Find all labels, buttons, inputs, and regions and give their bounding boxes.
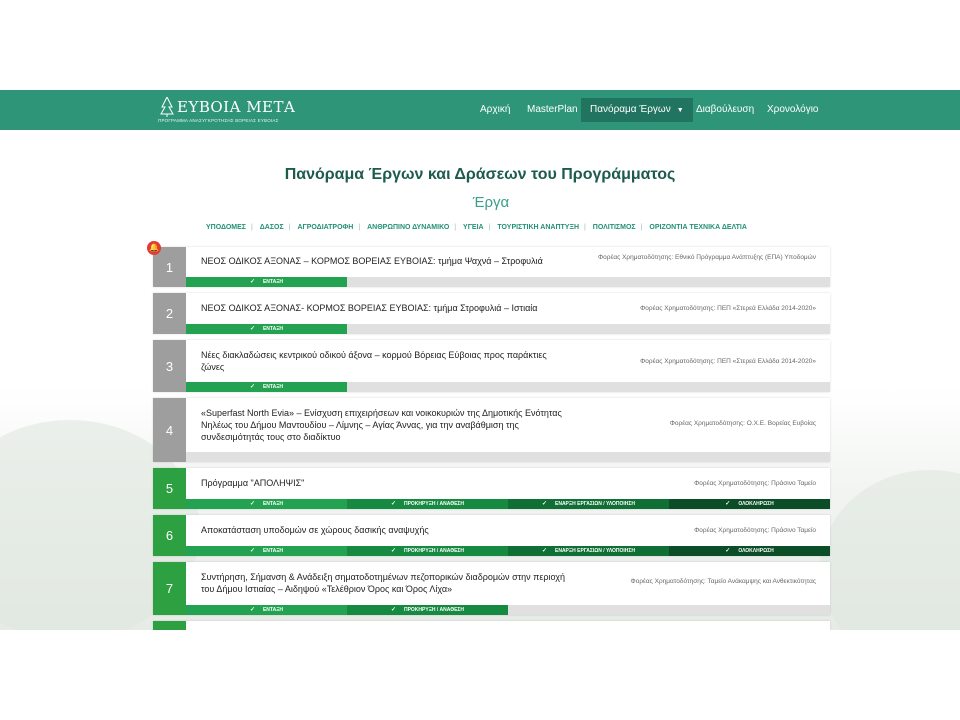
progress-bar: [186, 452, 830, 462]
funding-source: Φορέας Χρηματοδότησης: ΠΕΠ «Στερεά Ελλάδα 2014-2020»: [640, 305, 816, 312]
stage-completion: [669, 546, 830, 556]
project-number: 4: [153, 398, 186, 462]
nav-item-masterplan[interactable]: MasterPlan: [527, 104, 578, 115]
progress-bar: [186, 277, 830, 287]
project-number: 1: [153, 247, 186, 287]
category-filter-bar: [206, 224, 780, 231]
project-row[interactable]: [153, 562, 830, 615]
category-link[interactable]: ΥΓΕΙΑ: [463, 224, 484, 231]
check-icon: ✓: [249, 548, 255, 554]
project-row[interactable]: [153, 468, 830, 509]
nav-item-projects-panorama[interactable]: [581, 98, 693, 122]
check-icon: ✓: [390, 548, 396, 554]
stage-inclusion: [186, 382, 347, 392]
stage-inclusion: [186, 277, 347, 287]
divider: |: [584, 224, 586, 231]
project-title[interactable]: Συντήρηση, Σήμανση & Ανάδειξη σηματοδοτημένων πεζοπορικών διαδρομών στην περιοχή του Δήμου Ιστιαίας – Αιδηψού «Τελέθριον Όρος και Όρος Λίχα»: [201, 572, 566, 594]
stage-label: ΕΝΤΑΞΗ: [262, 384, 284, 390]
stage-tender: [347, 546, 508, 556]
stage-inclusion: [186, 324, 347, 334]
check-icon: ✓: [249, 279, 255, 285]
category-link[interactable]: ΔΑΣΟΣ: [259, 224, 284, 231]
divider: |: [454, 224, 457, 231]
funding-source: Φορέας Χρηματοδότησης: Πράσινο Ταμείο: [694, 527, 816, 534]
funding-source: Φορέας Χρηματοδότησης: Πράσινο Ταμείο: [694, 480, 816, 487]
stage-label: ΟΛΟΚΛΗΡΩΣΗ: [738, 501, 774, 507]
nav-item-home[interactable]: Αρχική: [480, 104, 511, 115]
tree-icon: [160, 97, 174, 117]
category-link[interactable]: ΤΟΥΡΙΣΤΙΚΗ ΑΝΑΠΤΥΞΗ: [497, 224, 579, 231]
project-title[interactable]: Νέες διακλαδώσεις κεντρικού οδικού άξονα – κορμού Βόρειας Εύβοιας προς παράκτιες ζώνες: [201, 350, 547, 372]
divider: |: [250, 224, 253, 231]
stage-label: ΕΝΤΑΞΗ: [262, 279, 284, 285]
stage-tender: [347, 499, 508, 509]
stage-implementation: [508, 546, 669, 556]
chevron-down-icon: ▼: [676, 107, 684, 114]
check-icon: ✓: [249, 501, 255, 507]
check-icon: ✓: [541, 501, 547, 507]
project-number: 6: [153, 515, 186, 556]
logo-subtitle: ΠΡΟΓΡΑΜΜΑ ΑΝΑΣΥΓΚΡΟΤΗΣΗΣ ΒΟΡΕΙΑΣ ΕΥΒΟΙΑΣ: [158, 118, 279, 123]
project-number: 7: [153, 562, 186, 615]
project-number: [153, 621, 186, 630]
divider: |: [640, 224, 643, 231]
project-number: 5: [153, 468, 186, 509]
stage-label: ΕΝΤΑΞΗ: [262, 548, 284, 554]
project-row[interactable]: [149, 243, 830, 287]
check-icon: ✓: [725, 548, 731, 554]
check-icon: ✓: [249, 384, 255, 390]
stage-label: ΕΝΤΑΞΗ: [262, 607, 284, 613]
project-number: 2: [153, 293, 186, 334]
category-link[interactable]: ΥΠΟΔΟΜΕΣ: [206, 224, 246, 231]
divider: |: [488, 224, 491, 231]
project-row[interactable]: [153, 621, 830, 630]
funding-source: Φορέας Χρηματοδότησης: Ταμείο Ανάκαμψης και Ανθεκτικότητας: [630, 578, 816, 585]
stage-label: ΕΝΤΑΞΗ: [262, 501, 284, 507]
logo-text: ΕΥΒΟΙΑ ΜΕΤΑ: [177, 98, 296, 116]
project-title[interactable]: Αποκατάσταση υποδομών σε χώρους δασικής αναψυχής: [201, 525, 429, 535]
stage-label: ΕΝΑΡΞΗ ΕΡΓΑΣΙΩΝ / ΥΛΟΠΟΙΗΣΗ: [555, 501, 636, 507]
check-icon: ✓: [390, 501, 396, 507]
project-row[interactable]: [153, 293, 830, 334]
check-icon: ✓: [541, 548, 547, 554]
stage-tender: [347, 605, 508, 615]
category-link[interactable]: ΑΓΡΟΔΙΑΤΡΟΦΗ: [297, 224, 354, 231]
project-title[interactable]: ΝΕΟΣ ΟΔΙΚΟΣ ΑΞΟΝΑΣ – ΚΟΡΜΟΣ ΒΟΡΕΙΑΣ ΕΥΒΟΙΑΣ: τμήμα Ψαχνά – Στροφυλιά: [201, 256, 543, 266]
check-icon: ✓: [249, 326, 255, 332]
stage-label: ΕΝΤΑΞΗ: [262, 326, 284, 332]
category-link[interactable]: ΠΟΛΙΤΙΣΜΟΣ: [592, 224, 636, 231]
project-row[interactable]: [153, 398, 830, 462]
funding-source: Φορέας Χρηματοδότησης: Ο.Χ.Ε. Βορείας Ευβοίας: [669, 420, 816, 427]
project-row[interactable]: [153, 515, 830, 556]
page-subtitle: Έργα: [472, 194, 510, 211]
nav-item-timeline[interactable]: Χρονολόγιο: [767, 104, 819, 115]
nav-item-consultation[interactable]: Διαβούλευση: [696, 104, 755, 115]
site-logo[interactable]: [158, 96, 296, 124]
progress-bar: [186, 546, 830, 556]
project-title[interactable]: Πρόγραμμα "ΑΠΟΛΗΨΙΣ": [201, 478, 305, 488]
screenshot-area: [0, 90, 960, 630]
stage-completion: [669, 499, 830, 509]
project-row[interactable]: [153, 340, 830, 392]
nav-item-label: Πανόραμα Έργων: [590, 104, 671, 115]
project-title[interactable]: «Superfast North Evia» – Ενίσχυση επιχειρήσεων και νοικοκυριών της Δημοτικής Ενότητας Νηλέως του Δήμου Μαντουδίου – Λίμνης – Αγίας Άννας, για την αναβάθμιση της συνδεσιμότητάς τους στο διαδίκτυο: [201, 408, 562, 442]
stage-label: ΟΛΟΚΛΗΡΩΣΗ: [738, 548, 774, 554]
progress-bar: [186, 605, 830, 615]
stage-label: ΠΡΟΚΗΡΥΞΗ / ΑΝΑΘΕΣΗ: [403, 501, 465, 507]
check-icon: ✓: [249, 607, 255, 613]
top-navbar: [0, 90, 960, 130]
check-icon: ✓: [725, 501, 731, 507]
stage-inclusion: [186, 546, 347, 556]
category-link[interactable]: ΑΝΘΡΩΠΙΝΟ ΔΥΝΑΜΙΚΟ: [367, 224, 450, 231]
stage-inclusion: [186, 605, 347, 615]
divider: |: [358, 224, 361, 231]
divider: |: [288, 224, 291, 231]
progress-bar: [186, 499, 830, 509]
check-icon: ✓: [390, 607, 396, 613]
stage-label: ΕΝΑΡΞΗ ΕΡΓΑΣΙΩΝ / ΥΛΟΠΟΙΗΣΗ: [555, 548, 636, 554]
stage-implementation: [508, 499, 669, 509]
project-number: 3: [153, 340, 186, 392]
progress-bar: [186, 382, 830, 392]
category-link[interactable]: ΟΡΙΖΟΝΤΙΑ ΤΕΧΝΙΚΑ ΔΕΛΤΙΑ: [649, 224, 747, 231]
funding-source: Φορέας Χρηματοδότησης: ΠΕΠ «Στερεά Ελλάδα 2014-2020»: [640, 358, 816, 365]
stage-inclusion: [186, 499, 347, 509]
stage-label: ΠΡΟΚΗΡΥΞΗ / ΑΝΑΘΕΣΗ: [403, 607, 465, 613]
stage-label: ΠΡΟΚΗΡΥΞΗ / ΑΝΑΘΕΣΗ: [403, 548, 465, 554]
project-title[interactable]: ΝΕΟΣ ΟΔΙΚΟΣ ΑΞΟΝΑΣ- ΚΟΡΜΟΣ ΒΟΡΕΙΑΣ ΕΥΒΟΙΑΣ: τμήμα Στροφυλιά – Ιστιαία: [201, 303, 538, 313]
progress-bar: [186, 324, 830, 334]
page-title: Πανόραμα Έργων και Δράσεων του Προγράμματος: [284, 166, 676, 183]
background-foliage: [820, 470, 960, 630]
bell-icon: 🔔: [147, 241, 161, 255]
funding-source: Φορέας Χρηματοδότησης: Εθνικό Πρόγραμμα Ανάπτυξης (ΕΠΑ) Υποδομών: [598, 254, 816, 261]
